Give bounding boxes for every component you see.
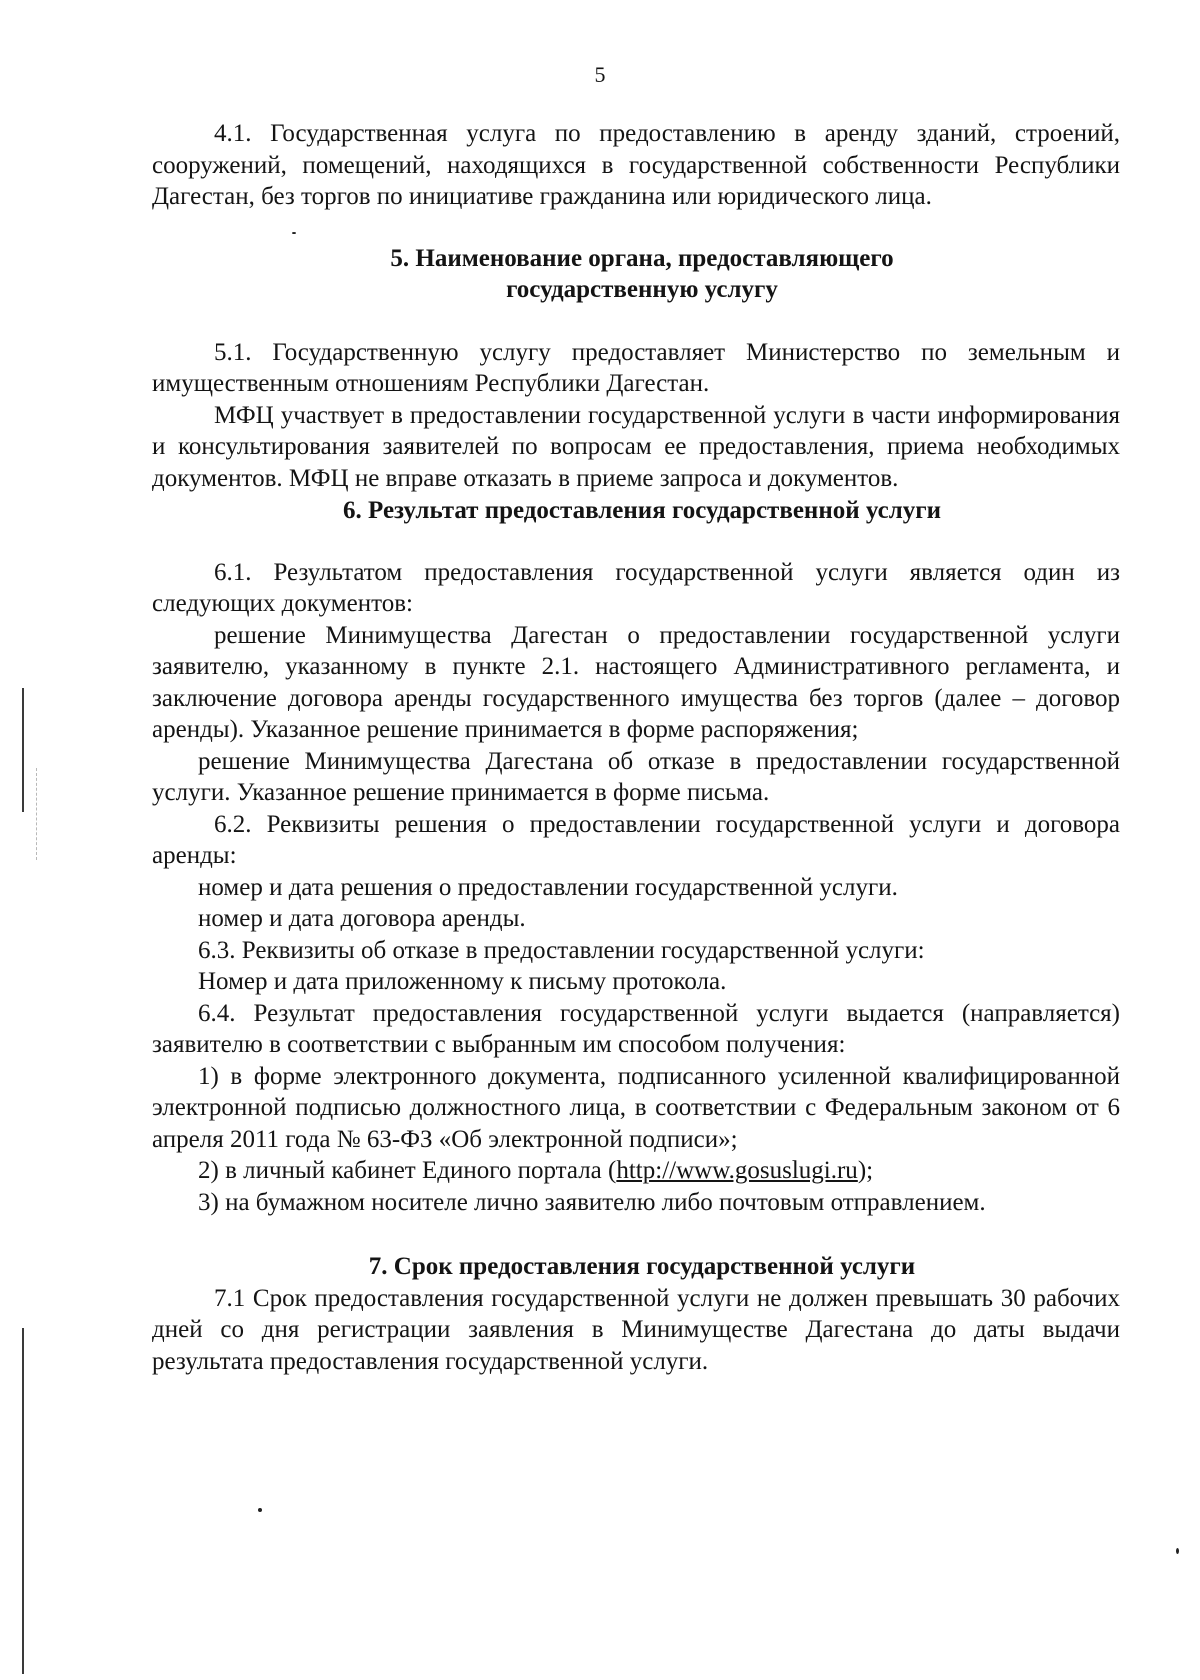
document-body	[152, 118, 1120, 1377]
scan-speck	[258, 1508, 262, 1512]
item2-text-after: );	[857, 1157, 874, 1184]
section-6-heading: 6. Результат предоставления государственной услуги	[343, 497, 941, 524]
paragraph-6-4-item2	[152, 1155, 1120, 1187]
section-5-heading-line2: государственную услугу	[506, 276, 778, 303]
paragraph-6-1-decision: решение Минимущества Дагестан о предоставлении государственной услуги заявителю, указанному в пункте 2.1. настоящего Административного регламента, и заключение договора аренды государственного имущества без торгов (далее – договор аренды). Указанное решение принимается в форме распоряжения;	[152, 621, 1120, 743]
item2-text-before: 2) в личный кабинет Единого портала (	[198, 1157, 617, 1184]
paragraph-5-mfc: МФЦ участвует в предоставлении государственной услуги в части информирования и консультирования заявителей по вопросам ее предоставления, приема необходимых документов. МФЦ не вправе отказать в приеме запроса и документов.	[152, 401, 1120, 492]
section-5-heading	[152, 243, 1120, 306]
section-7-heading: 7. Срок предоставления государственной услуги	[368, 1253, 916, 1280]
paragraph-6-3: 6.3. Реквизиты об отказе в предоставлении государственной услуги:	[198, 936, 925, 964]
paragraph-6-2-item2: номер и дата договора аренды.	[198, 905, 526, 932]
scan-margin-line	[22, 688, 24, 812]
paragraph-6-2-item1: номер и дата решения о предоставлении государственной услуги.	[198, 873, 898, 901]
paragraph-6-2: 6.2. Реквизиты решения о предоставлении государственной услуги и договора аренды:	[152, 810, 1120, 869]
scan-speck	[1176, 1548, 1179, 1554]
scan-margin-marks	[36, 768, 38, 860]
paragraph-6-1-refusal: решение Минимущества Дагестана об отказе в предоставлении государственной услуги. Указанное решение принимается в форме письма.	[152, 747, 1120, 806]
paragraph-6-4-item1: 1) в форме электронного документа, подписанного усиленной квалифицированной электронной подписью должностного лица, в соответствии с Федеральным законом от 6 апреля 2011 года № 63-ФЗ «Об электронной подписи»;	[152, 1062, 1120, 1153]
scan-margin-line	[22, 1328, 24, 1674]
paragraph-6-1: 6.1. Результатом предоставления государственной услуги является один из следующих документов:	[152, 558, 1120, 617]
paragraph-7-1: 7.1 Срок предоставления государственной услуги не должен превышать 30 рабочих дней со дня регистрации заявления в Минимуществе Дагестана до даты выдачи результата предоставления государственной услуги.	[152, 1284, 1120, 1375]
page-number: 5	[594, 62, 606, 87]
section-5-heading-line1: 5. Наименование органа, предоставляющего	[390, 244, 894, 272]
paragraph-5-1: 5.1. Государственную услугу предоставляет Министерство по земельным и имущественным отношениям Республики Дагестан.	[152, 338, 1120, 397]
paragraph-6-4-item3: 3) на бумажном носителе лично заявителю либо почтовым отправлением.	[198, 1188, 986, 1216]
paragraph-6-3-item: Номер и дата приложенному к письму протокола.	[198, 968, 727, 995]
paragraph-4-1: 4.1. Государственная услуга по предоставлению в аренду зданий, строений, сооружений, помещений, находящихся в государственной собственности Республики Дагестан, без торгов по инициативе гражданина или юридического лица.	[152, 120, 1120, 210]
gosuslugi-link[interactable]: http://www.gosuslugi.ru	[616, 1157, 858, 1184]
paragraph-6-4: 6.4. Результат предоставления государственной услуги выдается (направляется) заявителю в соответствии с выбранным им способом получения:	[152, 999, 1120, 1058]
